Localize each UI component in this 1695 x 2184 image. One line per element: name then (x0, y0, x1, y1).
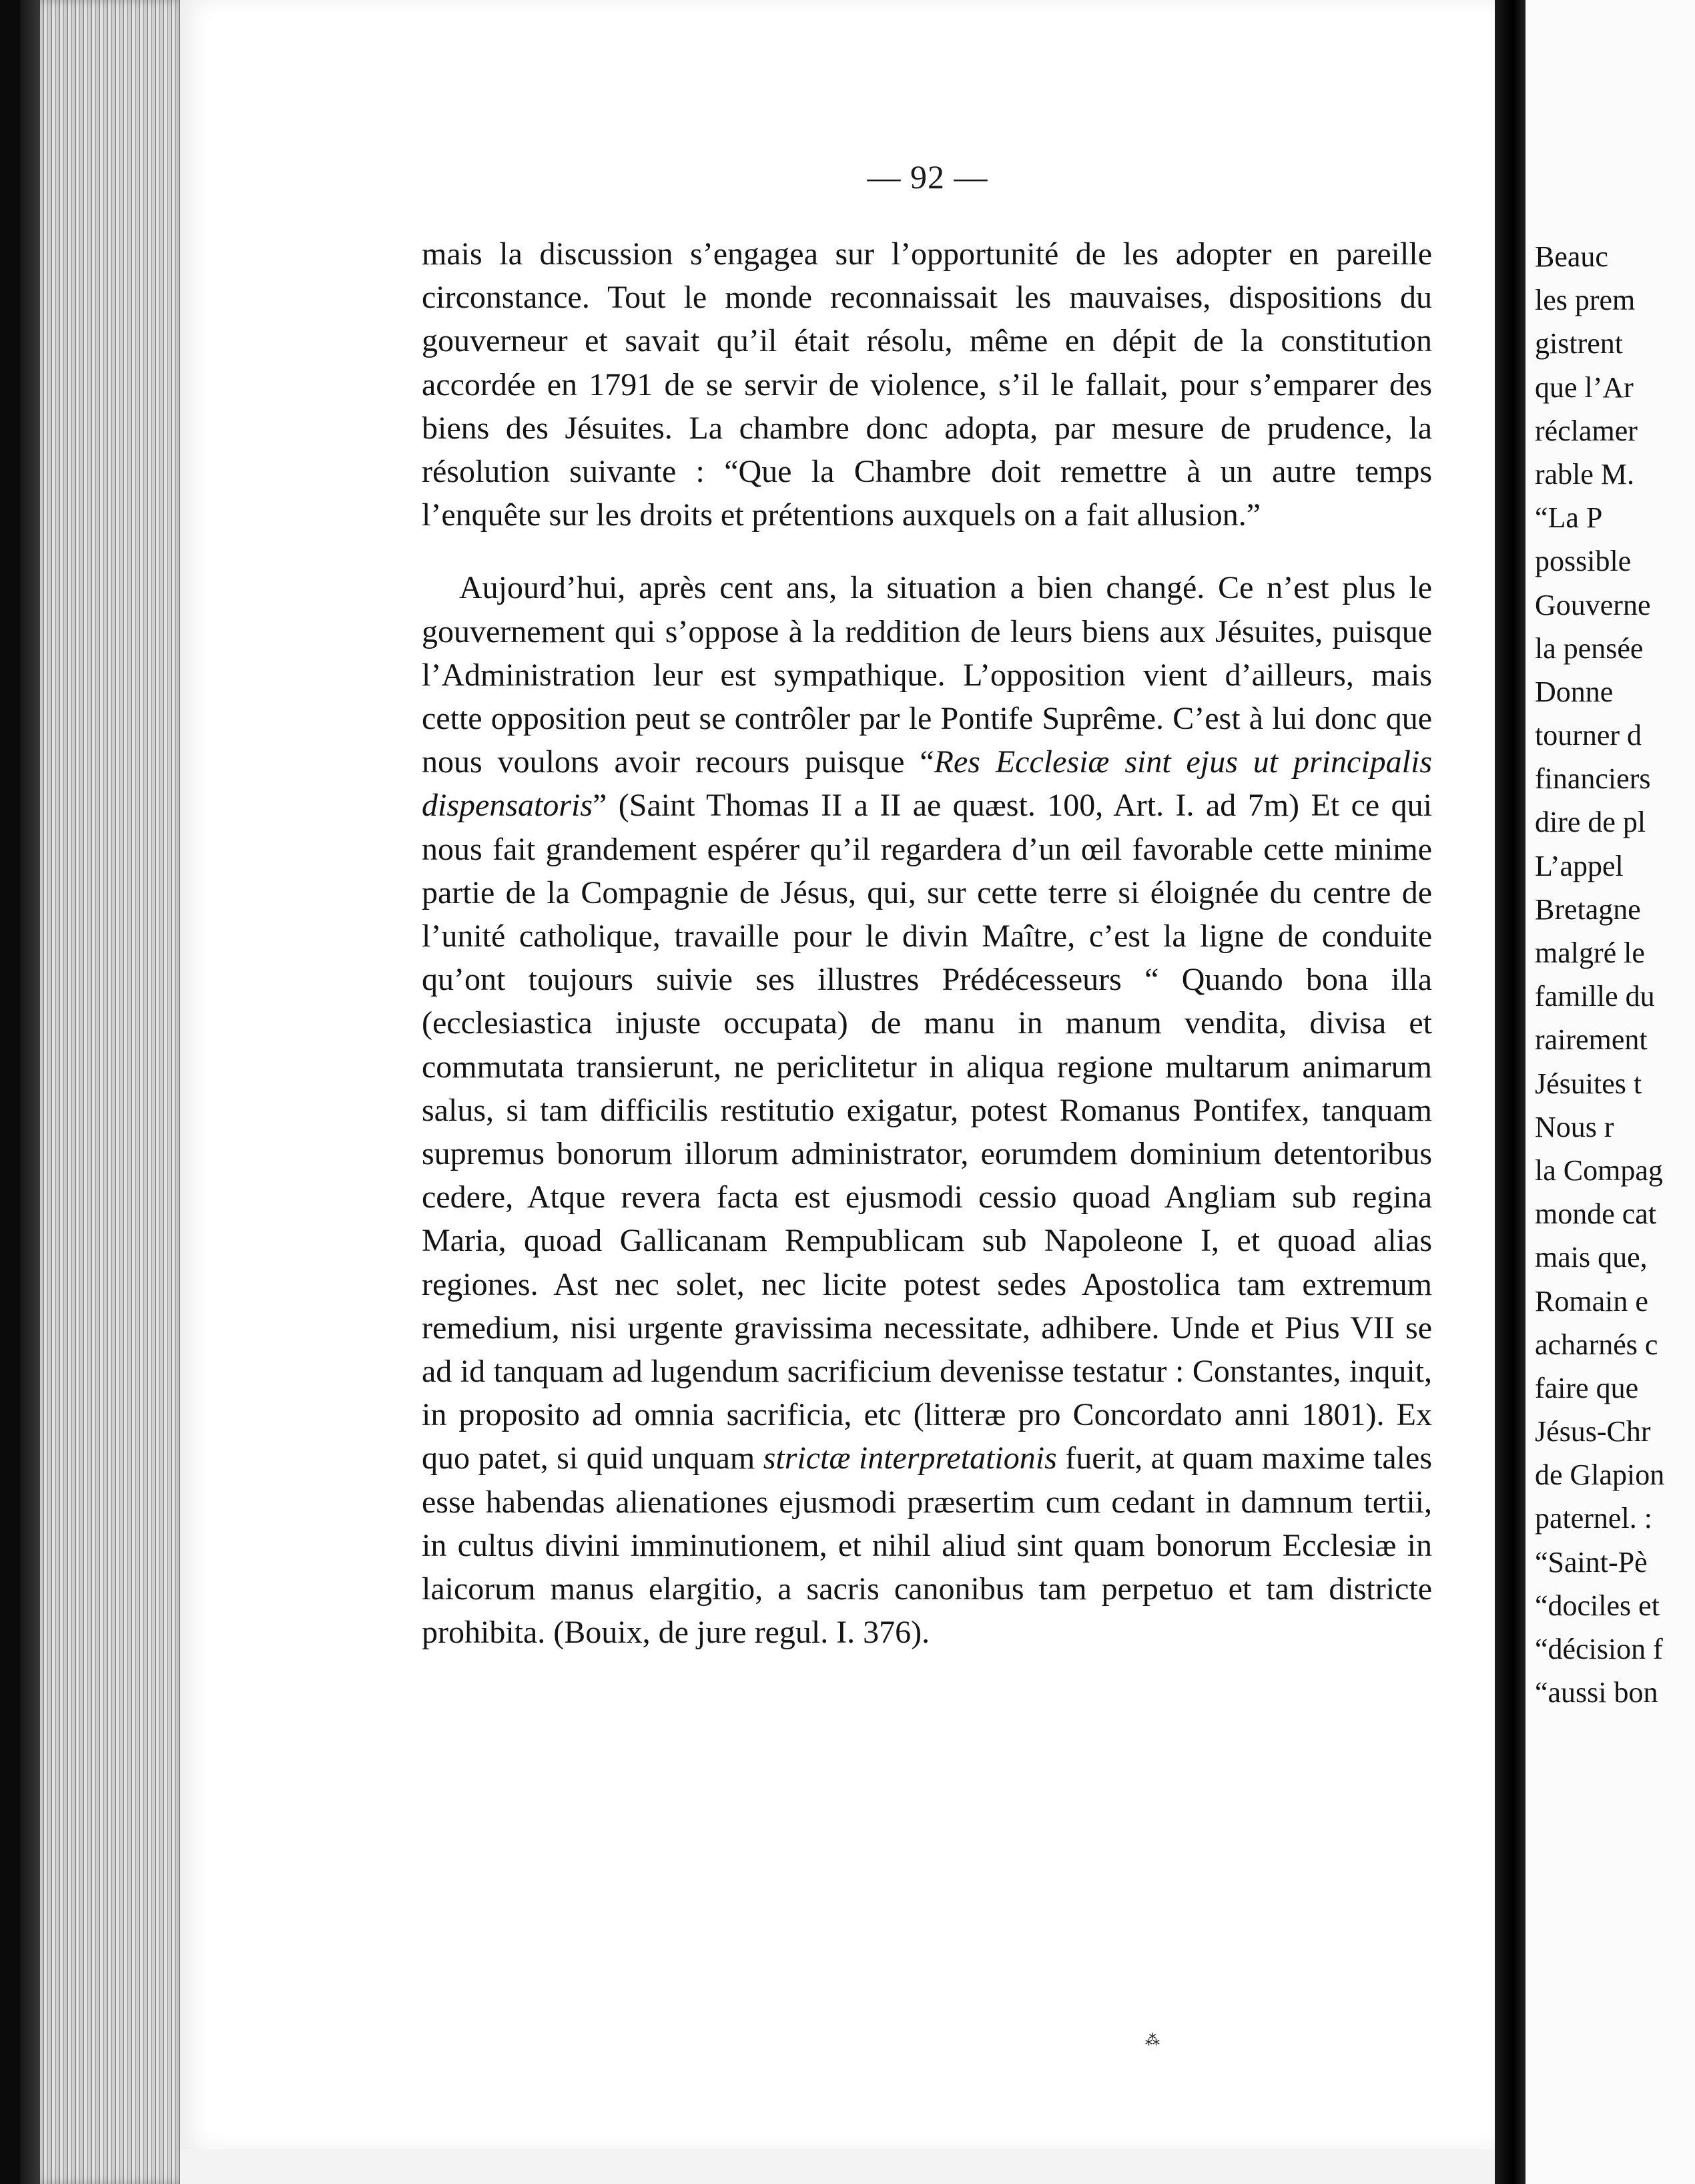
page-bottom-margin (180, 2149, 1495, 2184)
book-gutter (1495, 0, 1526, 2184)
facing-line: Bretagne (1535, 892, 1641, 926)
paragraph (422, 232, 1432, 537)
text-run: fuerit, at quam maxime tales esse habendas alienationes ejusmodi præsertim cum cedant in damnum tertii, in cultus divini imminutionem, et nihil aliud sint quam bonorum Ecclesiæ in laicorum manus elargitio, a sacris canonibus tam perpetuo et tam districte prohibita. (Bouix, de jure regul. I. 376). (422, 1440, 1432, 1651)
facing-page-text (1535, 235, 1695, 1714)
facing-line: monde cat (1535, 1197, 1657, 1231)
italic-run: strictæ interpretationis (763, 1440, 1057, 1476)
facing-line: de Glapion (1535, 1458, 1665, 1492)
facing-line: dire de pl (1535, 806, 1646, 839)
printer-ornament: ⁂ (1145, 2032, 1160, 2049)
facing-line: que l’Ar (1535, 370, 1634, 404)
facing-line: réclamer (1535, 414, 1638, 447)
facing-line: les prem (1535, 284, 1636, 317)
facing-line: “Saint-Pè (1535, 1545, 1648, 1579)
text-run: ” (Saint Thomas II a II ae quæst. 100, Art. I. ad 7m) Et ce qui nous fait grandement espérer qu’il regardera d’un œil favorable cette minime partie de la Compagnie de Jésus, qui, sur cette terre si éloignée du centre de l’unité catholique, travaille pour le divin Maître, c’est la ligne de conduite qu’ont toujours suivie ses illustres Prédécesseurs “ Quando bona illa (ecclesiastica injuste occupata) de manu in manum vendita, divisa et commutata transierunt, ne periclitetur in aliqua regione multarum animarum salus, si tam difficilis restitutio exigatur, potest Romanus Pontifex, tanquam supremus bonorum illorum administrator, eorumdem dominium detentoribus cedere, Atque revera facta est ejusmodi cessio quoad Angliam sub regina Maria, quoad Gallicanam Rempublicam sub Napoleone I, et quoad alias regiones. Ast nec solet, nec licite potest sedes Apostolica tam extremum remedium, nisi urgente gravissima necessitate, adhibere. Unde et Pius VII se ad id tanquam ad lugendum sacrificium devenisse testatur : Constantes, inquit, in proposito ad omnia sacrificia, etc (litteræ pro Concordato anni 1801). Ex quo patet, si quid unquam (422, 788, 1432, 1476)
facing-line: la Compag (1535, 1153, 1663, 1187)
facing-line: Jésus-Chr (1535, 1415, 1651, 1448)
text-run: mais la discussion s’engagea sur l’opportunité de les adopter en pareille circonstance. Tout le monde reconnaissait les mauvaises, dispositions du gouverneur et savait qu’il était résolu, même en dépit de la constitution accordée en 1791 de se servir de violence, s’il le fallait, pour s’emparer des biens des Jésuites. La chambre donc adopta, par mesure de prudence, la résolution suivante : “Que la Chambre doit remettre à un autre temps l’enquête sur les droits et prétentions auxquels on a fait allusion.” (422, 236, 1432, 533)
facing-line: gistrent (1535, 327, 1623, 360)
facing-line: tourner d (1535, 719, 1642, 752)
facing-line: Beauc (1535, 240, 1608, 273)
facing-line: “La P (1535, 501, 1603, 535)
facing-line: la pensée (1535, 631, 1644, 665)
page-number: — 92 — (867, 158, 988, 196)
facing-line: paternel. : (1535, 1502, 1652, 1535)
facing-line: Donne (1535, 675, 1614, 708)
facing-line: acharnés c (1535, 1328, 1658, 1361)
facing-line: possible (1535, 545, 1632, 578)
paragraph (422, 566, 1432, 1654)
facing-page (1526, 0, 1695, 2184)
facing-line: faire que (1535, 1371, 1639, 1404)
italic-run: Res Ecclesiæ sint ejus ut principalis dispensatoris (422, 744, 1432, 824)
facing-line: financiers (1535, 762, 1651, 796)
facing-line: malgré le (1535, 936, 1645, 969)
facing-line: mais que, (1535, 1241, 1648, 1274)
page-body (422, 232, 1432, 1655)
book-page-edges (40, 0, 187, 2184)
facing-line: Nous r (1535, 1110, 1614, 1143)
facing-line: L’appel (1535, 849, 1624, 882)
facing-line: “décision f (1535, 1633, 1663, 1665)
facing-line: rairement (1535, 1023, 1648, 1057)
facing-line: Romain e (1535, 1284, 1648, 1318)
facing-line: Gouverne (1535, 588, 1651, 621)
text-run: Aujourd’hui, après cent ans, la situation a bien changé. Ce n’est plus le gouvernement qui s’oppose à la reddition de leurs biens aux Jésuites, puisque l’Administration leur est sympathique. L’opposition vient d’ailleurs, mais cette opposition peut se contrôler par le Pontife Suprême. C’est à lui donc que nous voulons avoir recours puisque “ (422, 570, 1432, 780)
facing-line: Jésuites t (1535, 1067, 1642, 1100)
facing-line: “dociles et (1535, 1589, 1660, 1622)
facing-line: rable M. (1535, 457, 1635, 491)
facing-line: famille du (1535, 980, 1655, 1013)
facing-line: “aussi bon (1535, 1676, 1658, 1709)
